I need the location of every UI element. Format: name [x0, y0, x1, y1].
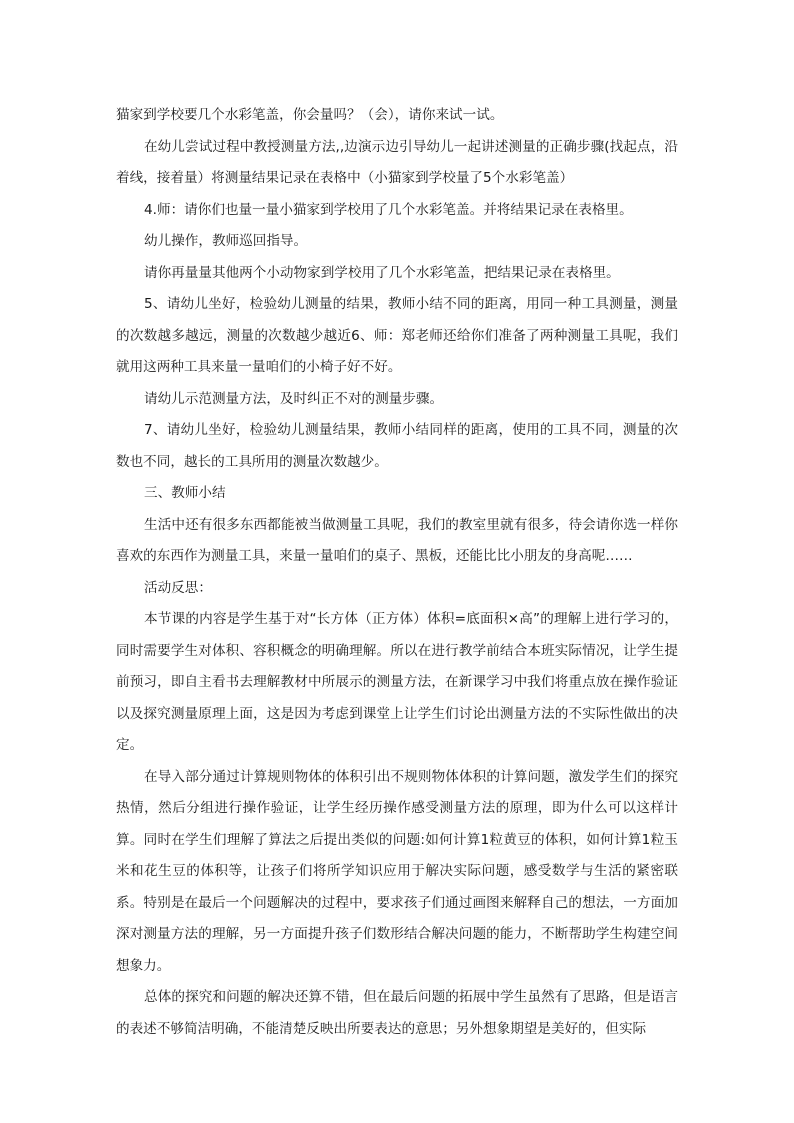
paragraph: 在导入部分通过计算规则物体的体积引出不规则物体体积的计算问题，激发学生们的探究热情，然后分组进行操作验证，让学生经历操作感受测量方法的原理，即为什么可以这样计算。同时在学生们理解了算法之后提出类似的问题:如何计算1粒黄豆的体积，如何计算1粒玉米和花生豆的体积等，让孩子们将所学知识应用于解决实际问题，感受数学与生活的紧密联系。特别是在最后一个问题解决的过程中，要求孩子们通过画图来解释自己的想法，一方面加深对测量方法的理解，另一方面提升孩子们数形结合解决问题的能力，不断帮助学生构建空间想象力。 — [116, 768, 678, 974]
paragraph: 本节课的内容是学生基于对“长方体（正方体）体积=底面积×高”的理解上进行学习的，同时需要学生对体积、容积概念的明确理解。所以在进行教学前结合本班实际情况，让学生提前预习，即自主看书去理解教材中所展示的测量方法，在新课学习中我们将重点放在操作验证以及探究测量原理上面，这是因为考虑到课堂上让学生们讨论出测量方法的不实际性做出的决定。 — [116, 611, 678, 753]
paragraph: 4.师：请你们也量一量小猫家到学校用了几个水彩笔盖。并将结果记录在表格里。 — [144, 201, 633, 218]
paragraph: 总体的探究和问题的解决还算不错，但在最后问题的拓展中学生虽然有了思路，但是语言的表述不够简洁明确，不能清楚反映出所要表达的意思；另外想象期望是美好的，但实际 — [116, 989, 678, 1037]
paragraph: 幼儿操作，教师巡回指导。 — [144, 233, 308, 249]
paragraph: 5、请幼儿坐好，检验幼儿测量的结果，教师小结不同的距离，用同一种工具测量，测量的次数越多越远，测量的次数越少越近6、师：郑老师还给你们准备了两种测量工具呢，我们就用这两种工具来量一量咱们的小椅子好不好。 — [116, 296, 678, 375]
paragraph: 7、请幼儿坐好，检验幼儿测量结果，教师小结同样的距离，使用的工具不同，测量的次数也不同，越长的工具所用的测量次数越少。 — [116, 422, 678, 470]
paragraph: 请你再量量其他两个小动物家到学校用了几个水彩笔盖，把结果记录在表格里。 — [144, 264, 620, 281]
paragraph: 生活中还有很多东西都能被当做测量工具呢，我们的教室里就有很多，待会请你选一样你喜欢的东西作为测量工具，来量一量咱们的桌子、黑板，还能比比小朋友的身高呢…… — [116, 516, 678, 564]
document-body — [116, 100, 678, 1045]
section-heading: 活动反思： — [144, 579, 212, 596]
section-heading: 三、教师小结 — [144, 485, 226, 501]
paragraph: 猫家到学校要几个水彩笔盖，你会量吗？（会），请你来试一试。 — [116, 107, 504, 123]
paragraph: 在幼儿尝试过程中教授测量方法,,边演示边引导幼儿一起讲述测量的正确步骤(找起点，沿着线，接着量）将测量结果记录在表格中（小猫家到学校量了5个水彩笔盖） — [116, 138, 678, 186]
paragraph: 请幼儿示范测量方法，及时纠正不对的测量步骤。 — [144, 390, 444, 407]
